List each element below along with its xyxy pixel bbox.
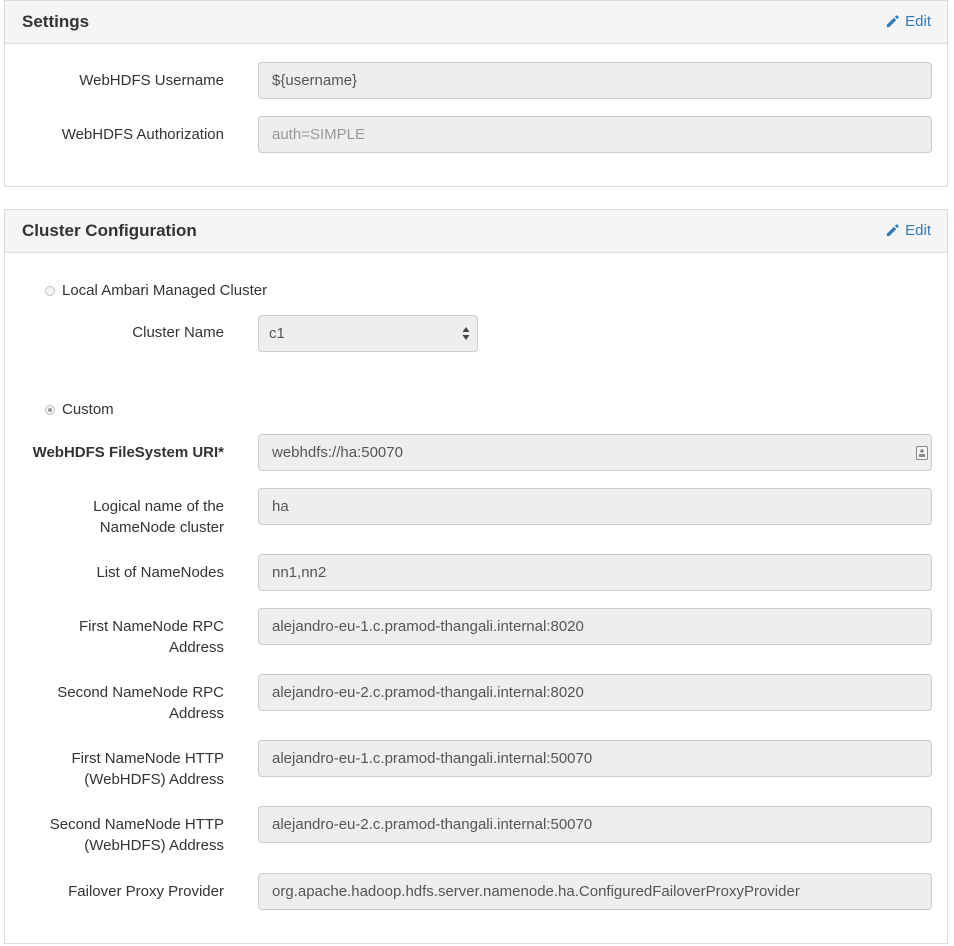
second-http-label-line-1: Second NameNode HTTP [49, 816, 224, 833]
settings-panel-title: Settings [22, 12, 90, 31]
pencil-icon [885, 223, 900, 238]
webhdfs-username-label: WebHDFS Username [79, 72, 224, 89]
logical-name-label-line-2: NameNode cluster [99, 519, 224, 536]
cluster-edit-label: Edit [905, 222, 931, 239]
webhdfs-authorization-label: WebHDFS Authorization [61, 126, 224, 143]
second-rpc-label [14, 682, 224, 724]
first-rpc-label-line-1: First NameNode RPC [78, 618, 224, 635]
second-rpc-label-line-2: Address [168, 705, 224, 722]
second-http-label [14, 814, 224, 856]
settings-panel-heading [5, 1, 947, 44]
first-http-label [14, 748, 224, 790]
cluster-configuration-panel-title: Cluster Configuration [22, 221, 197, 240]
filesystem-uri-field[interactable] [258, 434, 932, 471]
failover-proxy-label: Failover Proxy Provider [68, 883, 224, 900]
pencil-icon [885, 14, 900, 29]
first-rpc-label [14, 616, 224, 658]
local-ambari-label: Local Ambari Managed Cluster [62, 282, 268, 299]
settings-panel [4, 0, 948, 187]
filesystem-uri-label: WebHDFS FileSystem URI* [32, 444, 224, 461]
cluster-name-select[interactable] [258, 315, 478, 352]
filesystem-uri-value: webhdfs://ha:50070 [272, 444, 403, 461]
custom-option[interactable] [45, 401, 114, 418]
cluster-name-label: Cluster Name [132, 324, 224, 341]
custom-radio[interactable] [45, 405, 55, 415]
first-rpc-field[interactable]: alejandro-eu-1.c.pramod-thangali.internal:8020 [258, 608, 932, 645]
local-ambari-radio[interactable] [45, 286, 55, 296]
logical-name-label [14, 496, 224, 538]
webhdfs-authorization-field[interactable]: auth=SIMPLE [258, 116, 932, 153]
logical-name-field[interactable]: ha [258, 488, 932, 525]
cluster-edit-link[interactable] [885, 222, 931, 239]
first-rpc-label-line-2: Address [168, 639, 224, 656]
cluster-configuration-panel [4, 209, 948, 944]
sort-arrows-icon [462, 326, 470, 341]
settings-edit-label: Edit [905, 13, 931, 30]
failover-proxy-field[interactable]: org.apache.hadoop.hdfs.server.namenode.ha.ConfiguredFailoverProxyProvider [258, 873, 932, 910]
namenodes-list-label: List of NameNodes [96, 564, 224, 581]
lock-icon [916, 446, 928, 460]
custom-label: Custom [62, 401, 114, 418]
cluster-name-value: c1 [269, 325, 285, 342]
local-ambari-option[interactable] [45, 282, 267, 299]
second-http-label-line-2: (WebHDFS) Address [84, 837, 224, 854]
cluster-configuration-panel-heading [5, 210, 947, 253]
second-http-field[interactable]: alejandro-eu-2.c.pramod-thangali.internal:50070 [258, 806, 932, 843]
second-rpc-field[interactable]: alejandro-eu-2.c.pramod-thangali.internal:8020 [258, 674, 932, 711]
namenodes-list-field[interactable]: nn1,nn2 [258, 554, 932, 591]
settings-edit-link[interactable] [885, 13, 931, 30]
first-http-label-line-2: (WebHDFS) Address [84, 771, 224, 788]
first-http-label-line-1: First NameNode HTTP [71, 750, 224, 767]
logical-name-label-line-1: Logical name of the [93, 498, 224, 515]
first-http-field[interactable]: alejandro-eu-1.c.pramod-thangali.internal:50070 [258, 740, 932, 777]
second-rpc-label-line-1: Second NameNode RPC [57, 684, 224, 701]
webhdfs-username-field[interactable]: ${username} [258, 62, 932, 99]
